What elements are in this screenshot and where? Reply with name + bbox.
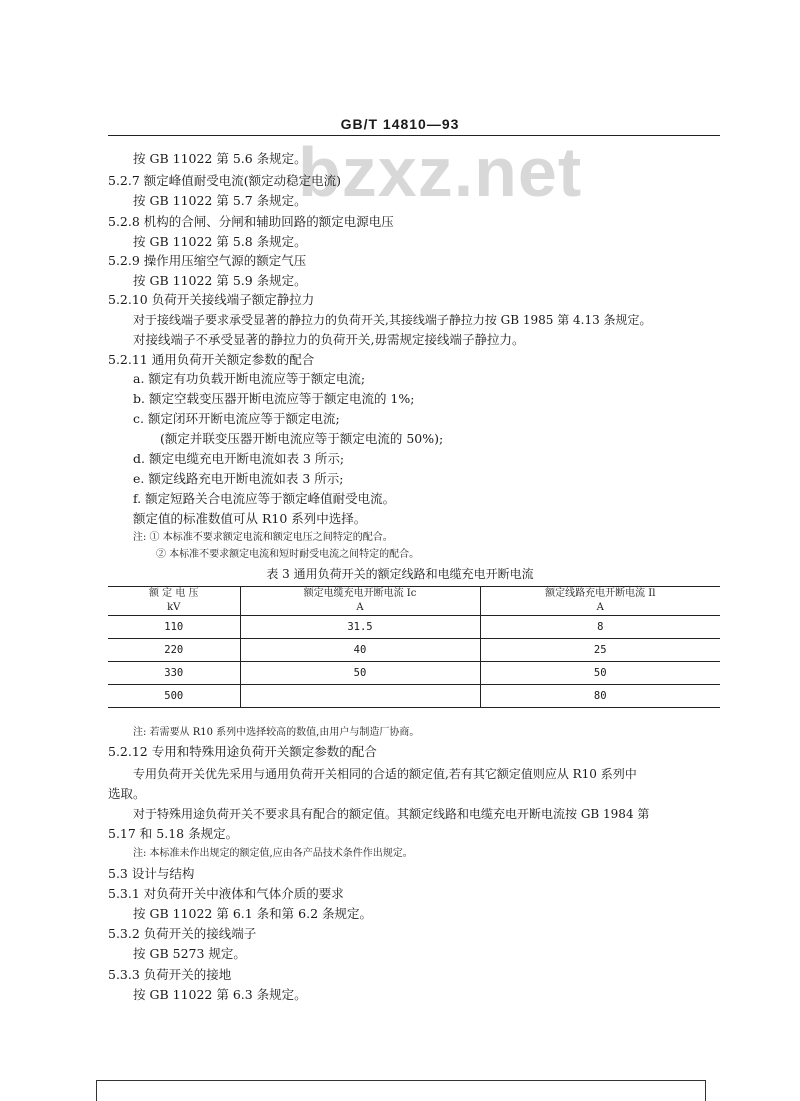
text-line: 专用负荷开关优先采用与通用负荷开关相同的合适的额定值,若有其它额定值则应从 R10 系列中 <box>133 767 637 781</box>
list-item: c. 额定闭环开断电流应等于额定电流; <box>133 411 340 426</box>
table-row: 500 80 <box>108 685 720 708</box>
text-line: 按 GB 11022 第 5.7 条规定。 <box>133 193 307 208</box>
list-item: a. 额定有功负载开断电流应等于额定电流; <box>133 371 366 386</box>
text-line: 对于接线端子要求承受显著的静拉力的负荷开关,其接线端子静拉力按 GB 1985 第 4.13 条规定。 <box>133 313 652 327</box>
section-heading: 5.3.2 负荷开关的接线端子 <box>108 926 257 941</box>
text-line: 按 GB 11022 第 5.9 条规定。 <box>133 273 307 288</box>
text-line: 按 GB 5273 规定。 <box>133 946 246 961</box>
watermark: bzxz.net <box>298 133 583 211</box>
text-line: 额定值的标准数值可从 R10 系列中选择。 <box>133 511 367 526</box>
note-line: 注: ① 本标准不要求额定电流和额定电压之间特定的配合。 <box>133 532 393 543</box>
text-line: 按 GB 11022 第 6.3 条规定。 <box>133 987 307 1002</box>
note-line: ② 本标准不要求额定电流和短时耐受电流之间特定的配合。 <box>156 549 420 560</box>
section-heading: 5.2.7 额定峰值耐受电流(额定动稳定电流) <box>108 173 342 188</box>
list-item-cont: (额定并联变压器开断电流应等于额定电流的 50%); <box>160 431 444 446</box>
section-heading: 5.2.8 机构的合闸、分闸和辅助回路的额定电源电压 <box>108 214 394 229</box>
list-item: f. 额定短路关合电流应等于额定峰值耐受电流。 <box>133 491 396 506</box>
section-heading: 5.3.1 对负荷开关中液体和气体介质的要求 <box>108 886 344 901</box>
section-heading: 5.2.11 通用负荷开关额定参数的配合 <box>108 352 315 367</box>
table-header-row <box>108 587 720 616</box>
list-item: d. 额定电缆充电开断电流如表 3 所示; <box>133 451 345 466</box>
page-header: GB/T 14810—93 <box>340 116 460 132</box>
text-line: 按 GB 11022 第 5.8 条规定。 <box>133 234 307 249</box>
section-heading: 5.2.12 专用和特殊用途负荷开关额定参数的配合 <box>108 744 377 759</box>
text-line: 按 GB 11022 第 5.6 条规定。 <box>133 151 307 166</box>
text-line: 按 GB 11022 第 6.1 条和第 6.2 条规定。 <box>133 906 373 921</box>
table-caption: 表 3 通用负荷开关的额定线路和电缆充电开断电流 <box>266 567 534 581</box>
section-heading: 5.3 设计与结构 <box>108 866 195 881</box>
section-heading: 5.2.9 操作用压缩空气源的额定气压 <box>108 253 307 268</box>
table-row: 330 50 50 <box>108 662 720 685</box>
text-line: 选取。 <box>108 786 146 801</box>
list-item: e. 额定线路充电开断电流如表 3 所示; <box>133 471 344 486</box>
header-cell: 额定线路充电开断电流 Il A <box>480 587 720 616</box>
header-cell: 额 定 电 压 kV <box>108 587 240 616</box>
table-note: 注: 若需要从 R10 系列中选择较高的数值,由用户与制造厂协商。 <box>133 727 420 738</box>
section-heading: 5.3.3 负荷开关的接地 <box>108 967 232 982</box>
table-row: 220 40 25 <box>108 639 720 662</box>
section-heading: 5.2.10 负荷开关接线端子额定静拉力 <box>108 292 315 307</box>
text-line: 对于特殊用途负荷开关不要求具有配合的额定值。其额定线路和电缆充电开断电流按 GB 1984 第 <box>133 807 650 821</box>
header-cell: 额定电缆充电开断电流 Ic A <box>240 587 480 616</box>
table-row: 110 31.5 8 <box>108 616 720 639</box>
list-item: b. 额定空载变压器开断电流应等于额定电流的 1%; <box>133 391 415 406</box>
note-line: 注: 本标准未作出规定的额定值,应由各产品技术条件作出规定。 <box>133 848 413 859</box>
text-line: 5.17 和 5.18 条规定。 <box>108 826 239 841</box>
text-line: 对接线端子不承受显著的静拉力的负荷开关,毋需规定接线端子静拉力。 <box>133 332 525 347</box>
rating-table <box>108 586 720 708</box>
